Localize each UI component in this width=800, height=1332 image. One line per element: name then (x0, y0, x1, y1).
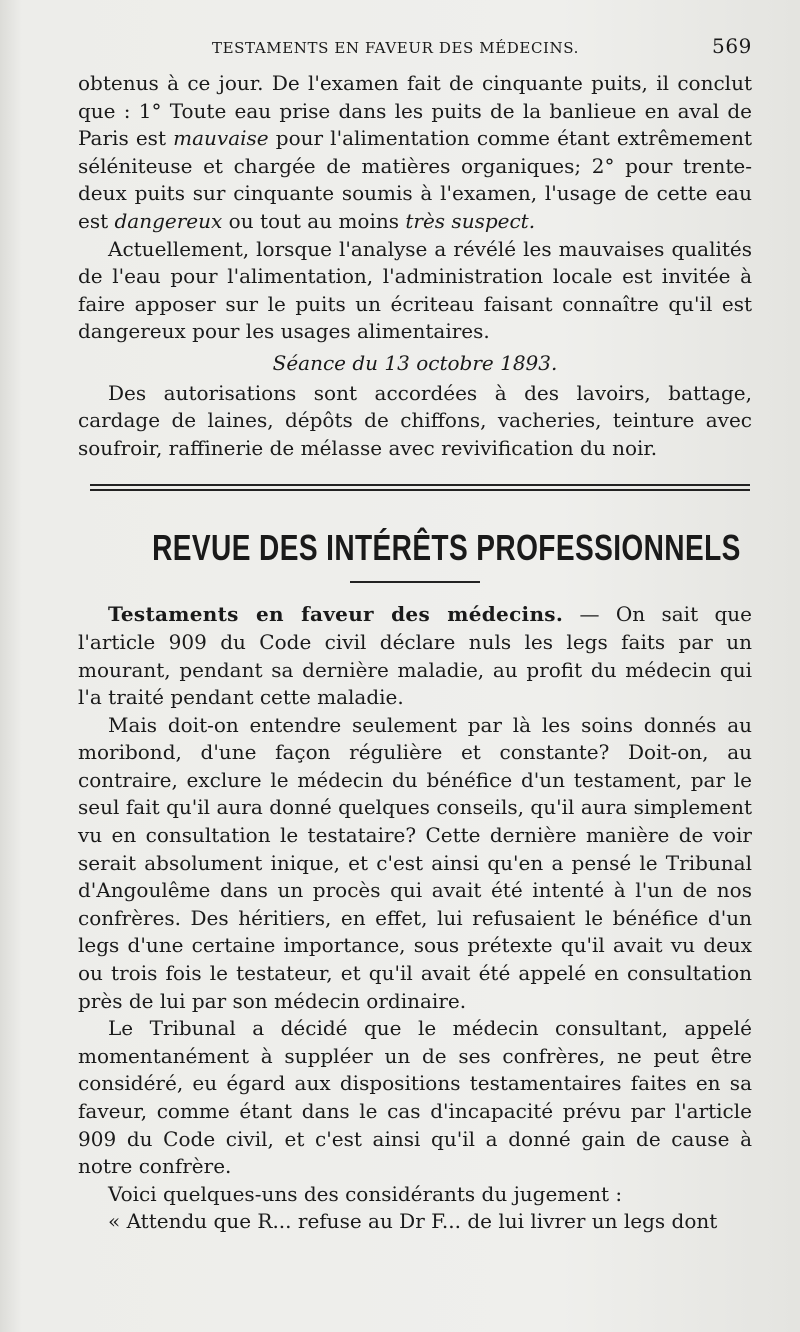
double-rule-divider (90, 484, 750, 491)
para1-em-dangereux: dangereux (114, 208, 223, 233)
running-title: TESTAMENTS EN FAVEUR DES MÉDECINS. (212, 39, 579, 57)
paragraph-attendu: « Attendu que R... refuse au Dr F... de lui livrer un legs dont (108, 1209, 718, 1234)
para1-em-suspect: très suspect. (405, 208, 536, 233)
article-lead-text: — On sait que l'article 909 du Code civil déclare nuls les legs faits par un mourant, pendant sa dernière maladie, au profit du médecin qui l'a traité pendant cette maladie. (78, 602, 752, 710)
running-head (212, 34, 752, 58)
paragraph-testaments (78, 601, 752, 711)
page-number: 569 (712, 34, 752, 58)
para1-em-mauvaise: mauvaise (173, 126, 269, 151)
seance-heading: Séance du 13 octobre 1893. (272, 350, 558, 375)
paragraph-actuellement: Actuellement, lorsque l'analyse a révélé les mauvaises qualités de l'eau pour l'alimentation, l'administration locale est invitée à faire apposer sur le puits un écriteau faisant connaître qu'il est dangereux pour les usages alimentaires. (78, 236, 752, 344)
paragraph-tribunal-decision: Le Tribunal a décidé que le médecin consultant, appelé momentanément à suppléer un de ses confrères, ne peut être considéré, eu égard aux dispositions testamentaires faites en sa faveur, comme étant dans le cas d'incapacité prévu par l'article 909 du Code civil, et c'est ainsi qu'il a donné gain de cause à notre confrère. (78, 1016, 752, 1179)
para1-text-3: ou tout au moins (222, 208, 406, 233)
article-lead-title: Testaments en faveur des médecins. (108, 602, 564, 627)
paragraph-considerants: Voici quelques-uns des considérants du jugement : (108, 1181, 623, 1206)
paragraph-mais-doit-on: Mais doit-on entendre seulement par là les soins donnés au moribond, d'une façon régulière et constante? Doit-on, au contraire, exclure le médecin du bénéfice d'un testament, par le seul fait qu'il aura donné quelques conseils, qu'il aura simplement vu en consultation le testataire? Cette dernière manière de voir serait absolument inique, et c'est ainsi qu'en a pensé le Tribunal d'Angoulême dans un procès qui avait été intenté à l'un de nos confrères. Des héritiers, en effet, lui refusaient le bénéfice d'un legs d'une certaine importance, sous prétexte qu'il avait vu deux ou trois fois le testateur, et qu'il avait été appelé en consultation près de lui par son médecin ordinaire. (78, 712, 752, 1013)
short-rule-divider (350, 581, 480, 583)
section-title: REVUE DES INTÉRÊTS PROFESSIONNELS (152, 527, 741, 569)
paragraph-autorisations: Des autorisations sont accordées à des lavoirs, battage, cardage de laines, dépôts de chiffons, vacheries, teinture avec soufroir, raffinerie de mélasse avec revivification du noir. (78, 380, 752, 460)
paragraph-wells-conclusion (78, 70, 752, 236)
para1-text-2: pour l'alimentation comme étant extrêmement séléniteuse et chargée de matières organiques; 2° pour trente-deux puits sur cinquante soumis à l'examen, l'usage de cette eau est (78, 126, 752, 233)
para1-text-1: obtenus à ce jour. De l'examen fait de cinquante puits, il conclut que : 1° Toute eau prise dans les puits de la banlieue en aval de Paris est (78, 71, 752, 151)
